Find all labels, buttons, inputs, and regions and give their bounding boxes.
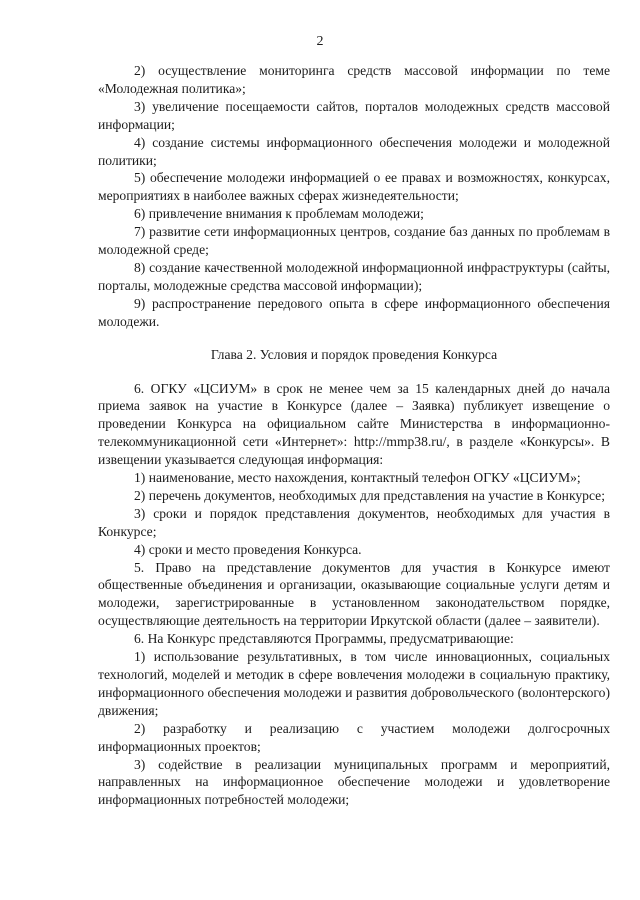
paragraph: 7) развитие сети информационных центров, создание баз данных по проблемам в молодежной среде; xyxy=(98,224,610,258)
paragraph: 8) создание качественной молодежной информационной инфраструктуры (сайты, порталы, молодежные средства массовой информации); xyxy=(98,259,610,293)
paragraph: 2) осуществление мониторинга средств массовой информации по теме «Молодежная политика»; xyxy=(98,63,610,96)
paragraph: 2) разработку и реализацию с участием молодежи долгосрочных информационных проектов; xyxy=(98,720,610,754)
paragraph: 5) обеспечение молодежи информацией о ее правах и возможностях, конкурсах, мероприятиях в наиболее важных сферах жизнедеятельности; xyxy=(98,170,610,204)
paragraph: 6. На Конкурс представляются Программы, предусматривающие: xyxy=(134,631,514,647)
paragraph: 3) увеличение посещаемости сайтов, порталов молодежных средств массовой информации; xyxy=(98,98,610,132)
paragraph: 4) сроки и место проведения Конкурса. xyxy=(134,541,362,557)
chapter-heading: Глава 2. Условия и порядок проведения Конкурса xyxy=(210,346,498,362)
paragraph: 5. Право на представление документов для участия в Конкурсе имеют общественные объединения и организации, оказывающие социальные услуги детям и молодежи, зарегистрированные в установленном законодательством порядке, осуществляющие деятельность на территории Иркутской области (далее – заявители). xyxy=(98,559,610,629)
paragraph: 1) наименование, место нахождения, контактный телефон ОГКУ «ЦСИУМ»; xyxy=(134,470,581,486)
paragraph: 4) создание системы информационного обеспечения молодежи и молодежной политики; xyxy=(98,134,610,168)
paragraph: 1) использование результативных, в том числе инновационных, социальных технологий, моделей и методик в сфере вовлечения молодежи в социальную практику, информационного обеспечения молодежи и развития добровольческого (волонтерского) движения; xyxy=(98,649,610,718)
paragraph: 3) сроки и порядок представления документов, необходимых для участия в Конкурсе; xyxy=(98,505,610,539)
page-number: 2 xyxy=(316,34,324,49)
document-body xyxy=(98,62,610,809)
paragraph: 6. ОГКУ «ЦСИУМ» в срок не менее чем за 15 календарных дней до начала приема заявок на участие в Конкурсе (далее – Заявка) публикует извещение о проведении Конкурса на официальном сайте Министерства в информационно-телекоммуникационной сети «Интернет»: http://mmp38.ru/, в разделе «Конкурсы». В извещении указывается следующая информация: xyxy=(98,380,610,468)
paragraph: 2) перечень документов, необходимых для представления на участие в Конкурсе; xyxy=(134,487,605,503)
paragraph: 9) распространение передового опыта в сфере информационного обеспечения молодежи. xyxy=(98,295,610,329)
paragraph: 6) привлечение внимания к проблемам молодежи; xyxy=(134,206,424,222)
paragraph: 3) содействие в реализации муниципальных программ и мероприятий, направленных на информационное обеспечение молодежи и удовлетворение информационных потребностей молодежи; xyxy=(98,756,610,808)
